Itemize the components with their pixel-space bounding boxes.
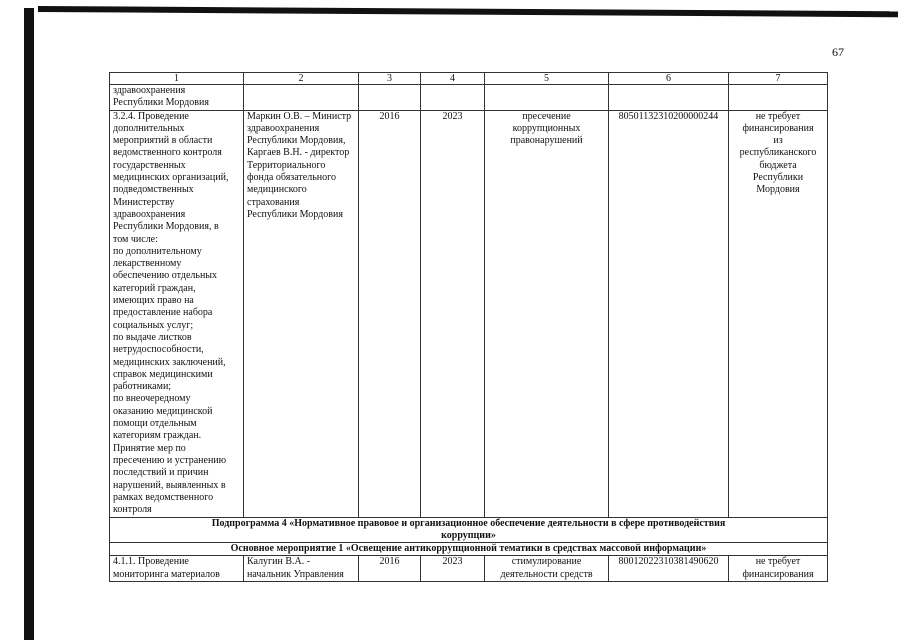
text-line: стимулирование	[511, 556, 582, 568]
text-line: том числе:	[113, 233, 158, 245]
activity-cell	[110, 110, 244, 517]
text-line: правонарушений	[510, 135, 583, 147]
column-number: 2	[244, 73, 359, 85]
text-line: по выдаче листков	[113, 331, 192, 343]
text-line: медицинского	[247, 184, 307, 196]
text-line: пресечение	[522, 110, 571, 122]
text-line: последствий и причин	[113, 467, 209, 479]
end-year-cell: 2023	[421, 110, 485, 517]
measures-table	[109, 72, 828, 582]
table-row-4-1-1	[110, 556, 828, 582]
text-line: мероприятий в области	[113, 135, 213, 147]
text-line: 3.2.4. Проведение	[113, 110, 189, 122]
subprogram-title-row	[110, 517, 828, 543]
scan-edge-top	[38, 6, 898, 17]
text-line: Республики	[752, 172, 804, 184]
text-line: Калугин В.А. -	[247, 556, 311, 568]
text-line: Каргаев В.Н. - директор	[247, 147, 350, 159]
text-line: нарушений, выявленных в	[113, 479, 226, 491]
text-line: по внеочередному	[113, 393, 191, 405]
title-line: коррупции»	[441, 529, 496, 541]
main-event-title: Основное мероприятие 1 «Освещение антикоррупционной тематики в средствах массовой информации»	[110, 543, 828, 556]
text-line: справок медицинскими	[113, 368, 213, 380]
text-line: Принятие мер по	[113, 442, 186, 454]
text-line: из	[773, 135, 783, 147]
responsible-cell	[244, 110, 359, 517]
text-line: категорий граждан,	[113, 282, 196, 294]
text-line: фонда обязательного	[247, 172, 336, 184]
title-line: Подпрограмма 4 «Нормативное правовое и организационное обеспечение деятельности в сфере противодействия	[211, 517, 726, 529]
text-line: деятельности средств	[500, 568, 593, 580]
text-line: Маркин О.В. – Министр	[247, 110, 352, 122]
continuation-row	[110, 85, 828, 111]
text-line: Республики Мордовия	[113, 97, 209, 109]
text-line: подведомственных	[113, 184, 194, 196]
text-line: по дополнительному	[113, 245, 202, 257]
text-line: 4.1.1. Проведение	[113, 556, 189, 568]
text-line: Мордовия	[756, 184, 800, 196]
scan-edge-left	[24, 8, 34, 640]
text-line: финансирования	[742, 568, 814, 580]
result-cell	[485, 110, 609, 517]
text-line: государственных	[113, 159, 186, 171]
text-line: категориям граждан.	[113, 430, 202, 442]
text-line: бюджета	[759, 159, 797, 171]
text-line: Республики Мордовия	[247, 208, 343, 220]
page-number: 67	[832, 45, 844, 59]
column-number: 6	[609, 73, 729, 85]
text-line: медицинских заключений,	[113, 356, 226, 368]
column-number: 7	[729, 73, 828, 85]
start-year-cell: 2016	[359, 110, 421, 517]
text-line: здравоохранения	[247, 122, 320, 134]
text-line: Республики Мордовия, в	[113, 221, 219, 233]
text-line: здравоохранения	[113, 85, 186, 96]
text-line: страхования	[247, 196, 300, 208]
text-line: предоставление набора	[113, 307, 213, 319]
text-line: Республики Мордовия,	[247, 135, 346, 147]
text-line: лекарственному	[113, 258, 182, 270]
column-number: 1	[110, 73, 244, 85]
column-number: 4	[421, 73, 485, 85]
text-line: контроля	[113, 504, 152, 516]
column-numbers-row	[110, 73, 828, 85]
activity-cell	[110, 556, 244, 582]
text-line: имеющих право на	[113, 295, 194, 307]
text-line: рамках ведомственного	[113, 491, 214, 503]
end-year-cell: 2023	[421, 556, 485, 582]
column-number: 3	[359, 73, 421, 85]
text-line: начальник Управления	[247, 568, 344, 580]
start-year-cell: 2016	[359, 556, 421, 582]
text-line: Территориального	[247, 159, 326, 171]
text-line: здравоохранения	[113, 208, 186, 220]
text-line: мониторинга материалов	[113, 568, 220, 580]
text-line: ведомственного контроля	[113, 147, 222, 159]
activity-cell	[110, 85, 244, 111]
text-line: республиканского	[739, 147, 817, 159]
column-number: 5	[485, 73, 609, 85]
text-line: Министерству	[113, 196, 175, 208]
text-line: социальных услуг;	[113, 319, 194, 331]
subprogram-title	[110, 517, 828, 543]
financing-cell	[729, 110, 828, 517]
text-line: нетрудоспособности,	[113, 344, 204, 356]
text-line: медицинских организаций,	[113, 172, 229, 184]
text-line: не требует	[755, 556, 801, 568]
text-line: помощи отдельным	[113, 418, 197, 430]
text-line: дополнительных	[113, 122, 185, 134]
main-event-title-row	[110, 543, 828, 556]
financing-cell	[729, 556, 828, 582]
budget-code-cell: 80501132310200000244	[609, 110, 729, 517]
table-row-3-2-4	[110, 110, 828, 517]
text-line: оказанию медицинской	[113, 405, 213, 417]
text-line: не требует	[755, 110, 801, 122]
responsible-cell	[244, 556, 359, 582]
text-line: финансирования	[742, 122, 814, 134]
budget-code-cell: 80012022310381490620	[609, 556, 729, 582]
text-line: обеспечению отдельных	[113, 270, 218, 282]
text-line: работниками;	[113, 381, 172, 393]
text-line: пресечению и устранению	[113, 454, 227, 466]
result-cell	[485, 556, 609, 582]
text-line: коррупционных	[512, 122, 581, 134]
